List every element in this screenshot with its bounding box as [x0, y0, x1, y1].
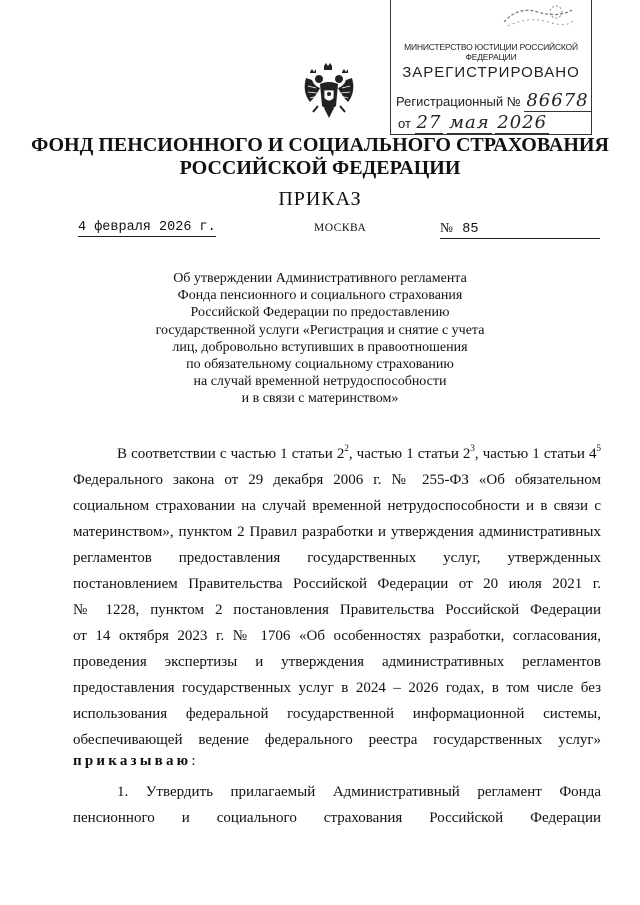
subject-line: Российской Федерации по предоставлению: [190, 305, 450, 321]
subject-line: Фонда пенсионного и социального страхования: [177, 288, 463, 304]
stamp-reg-label: Регистрационный №: [396, 94, 521, 109]
subject-line: по обязательному социальному страхованию: [186, 357, 454, 373]
superscript: 3: [470, 443, 475, 453]
order-number-field: [440, 220, 600, 239]
paragraph-line: 1. Утвердить прилагаемый Административный регламент Фонда: [117, 784, 601, 800]
subject-line: на случай временной нетрудоспособности: [193, 374, 447, 390]
subject-line: государственной услуги «Регистрация и снятие с учета: [155, 322, 485, 338]
paragraph-line: пенсионного и социального страхования Российской Федерации: [73, 810, 601, 826]
stamp-reg-number: 86678: [526, 90, 589, 111]
clause-1-paragraph: [73, 779, 601, 831]
paragraph-line: социальном страховании на случай временной нетрудоспособности и в связи с: [73, 498, 601, 514]
stamp-reg-number-row: [396, 90, 590, 111]
paragraph-line: материнством», пунктом 2 Правил разработки и утверждения административных: [73, 524, 601, 540]
paragraph-line: В соответствии с частью 1 статьи $2^2$, частью 1 статьи $2^3$, частью 1 статьи $4^5$: [117, 443, 601, 462]
preamble-paragraph: [73, 441, 601, 753]
order-date: 4 февраля 2026 г.: [78, 220, 216, 235]
registration-stamp: [390, 0, 592, 138]
stamp-date-row: [398, 112, 592, 133]
organization-title-line2: РОССИЙСКОЙ ФЕДЕРАЦИИ: [179, 157, 461, 179]
order-city: МОСКВА: [314, 222, 367, 234]
stamp-date-year: 2026: [497, 112, 548, 133]
paragraph-line: регламентов предоставления государственных услуг, утвержденных: [73, 550, 601, 566]
seal-imprint-icon: [498, 2, 578, 30]
subject-line: лиц, добровольно вступивших в правоотношения: [172, 339, 468, 355]
stamp-date-month: мая: [449, 112, 490, 133]
organization-title: [20, 134, 620, 180]
superscript: 2: [344, 443, 349, 453]
paragraph-line: обеспечивающей ведение федерального реестра государственных услуг»: [73, 732, 601, 748]
stamp-ministry: МИНИСТЕРСТВО ЮСТИЦИИ РОССИЙСКОЙ ФЕДЕРАЦИИ: [404, 42, 578, 62]
subject-line: и в связи с материнством»: [241, 391, 399, 407]
subject-line: Об утверждении Административного регламента: [173, 271, 467, 286]
document-type: ПРИКАЗ: [278, 188, 362, 210]
paragraph-line: постановлением Правительства Российской Федерации от 20 июля 2021 г.: [73, 576, 601, 592]
superscript: 5: [596, 443, 601, 453]
stamp-date-prefix: от: [398, 116, 411, 131]
paragraph-line: использования федеральной государственной информационной системы,: [73, 706, 601, 722]
coat-of-arms-icon: [302, 62, 356, 120]
order-number-label: №: [440, 220, 453, 235]
organization-title-line1: ФОНД ПЕНСИОННОГО И СОЦИАЛЬНОГО СТРАХОВАНИЯ: [31, 134, 609, 156]
stamp-date-day: 27: [416, 112, 442, 133]
paragraph-line: № 1228, пунктом 2 постановления Правительства Российской Федерации: [73, 602, 601, 618]
decree-word: приказываю:: [73, 753, 196, 769]
paragraph-line: предоставления государственных услуг в 2024 – 2026 годах, в том числе без: [73, 680, 601, 696]
paragraph-line: проведения экспертизы и утверждения административных регламентов: [73, 654, 601, 670]
order-subject: [150, 270, 490, 408]
paragraph-line: Федерального закона от 29 декабря 2006 г. № 255-ФЗ «Об обязательном: [73, 472, 601, 488]
paragraph-line: от 14 октября 2023 г. № 1706 «Об особенностях разработки, согласования,: [73, 628, 601, 644]
order-number: 85: [462, 222, 479, 237]
stamp-registered: ЗАРЕГИСТРИРОВАНО: [402, 64, 580, 81]
